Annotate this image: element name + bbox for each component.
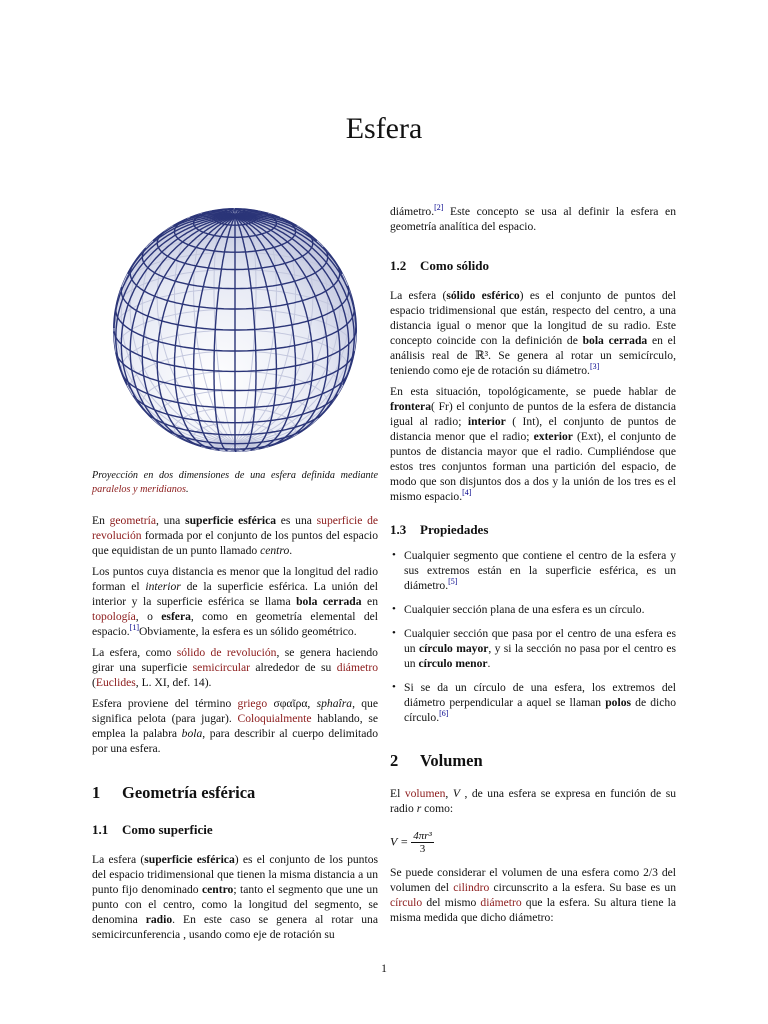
link-euclides[interactable]: Euclides — [95, 676, 136, 689]
propiedades-list — [390, 548, 676, 725]
list-item: • Cualquier sección plana de una esfera es un círculo. — [390, 602, 676, 617]
volumen-paragraph-1: El volumen, V , de una esfera se expresa en función de su radio r como: — [390, 787, 677, 815]
como-superficie-block — [92, 852, 378, 948]
link-volumen[interactable]: volumen — [404, 787, 446, 800]
link-cilindro[interactable]: cilindro — [453, 881, 490, 894]
subsection-heading-como-superficie: 1.1 Como superficie — [92, 822, 213, 837]
intro-paragraph-2: Los puntos cuya distancia es menor que la longitud del radio forman el interior de la superficie esférica. La unión del interior y la superficie esférica se llama bola cerrada en topología, o esfera, como en geometría elemental del espacio.[1]Obviamente, la esfera es un sólido geométrico. — [92, 565, 379, 638]
link-geometria[interactable]: geometría — [109, 514, 156, 527]
sphere-wireframe-image — [92, 180, 378, 465]
como-solido-paragraph-1: La esfera (sólido esférico) es el conjunto de puntos del espacio tridimensional que están, respecto del centro, a una distancia igual o menor que la longitud de su radio. Este concepto coincide con la definición de bola cerrada en el análisis real de ℝ³. Se genera al rotar un semicírculo, teniendo como eje de rotación su diámetro.[3] — [390, 289, 676, 377]
intro-paragraph-4: Esfera proviene del término griego σφαῖρα, sphaîra, que significa pelota (para jugar). Coloquialmente hablando, se emplea la palabra bola, para describir al cuerpo delimitado por una esfera. — [92, 697, 378, 755]
citation-1[interactable]: [1] — [129, 623, 139, 633]
page-title: Esfera — [345, 112, 423, 145]
link-coloquialmente[interactable]: Coloquialmente — [237, 712, 312, 725]
como-solido-block — [390, 288, 676, 510]
citation-3[interactable]: [3] — [589, 362, 600, 372]
figure-caption: Proyección en dos dimensiones de una esfera definida mediante paralelos y meridianos. — [92, 470, 378, 495]
link-superficie-revolucion[interactable]: superficie de revolución — [92, 514, 379, 542]
como-solido-paragraph-2: En esta situación, topológicamente, se puede hablar de frontera( Fr) el conjunto de puntos de la esfera de distancia igual al radio; interior ( Int), el conjunto de puntos de distancia menor que el radio; exterior (Ext), el conjunto de puntos de distancia mayor que el radio. Cumpliéndose que estos tres conjuntos forman una partición del espacio, de modo que son disjuntos dos a dos y la unión de los tres es el mismo espacio.[4] — [390, 385, 677, 503]
section-heading-geometria-esferica: 1 Geometría esférica — [92, 783, 256, 802]
link-topologia[interactable]: topología — [92, 610, 136, 623]
citation-5[interactable]: [5] — [448, 577, 458, 587]
citation-6[interactable]: [6] — [439, 709, 449, 719]
intro-paragraph-1: En geometría, una superficie esférica es una superficie de revolución formada por el conjunto de los puntos del espacio que equidistan de un punto llamado centro. — [92, 514, 379, 557]
list-item: • Cualquier sección que pasa por el centro de una esfera es un círculo mayor, y si la sección no pasa por el centro es un círculo menor. — [390, 626, 676, 671]
list-item: • Cualquier segmento que contiene el centro de la esfera y sus extremos están en la superficie esférica, es un diámetro.[5] — [390, 548, 676, 593]
link-semicircular[interactable]: semicircular — [192, 661, 250, 674]
como-superficie-paragraph: La esfera (superficie esférica) es el conjunto de los puntos del espacio tridimensional que tienen la misma distancia a un punto fijo denominado centro; tanto el segmento que une un punto con el centro, como la longitud del segmento, se denomina radio. En este caso se genera al rotar una semicircunferencia , usando como eje de rotación su — [92, 853, 379, 941]
left-column — [92, 180, 378, 762]
volumen-paragraph-2: Se puede considerar el volumen de una esfera como 2/3 del volumen del cilindro circunscrito a la esfera. Su base es un círculo del mismo diámetro que la esfera. Su altura tiene la misma medida que dicho diámetro: — [390, 866, 676, 924]
intro-paragraph-3: La esfera, como sólido de revolución, se genera haciendo girar una superficie semicircular alrededor de su diámetro (Euclides, L. XI, def. 14). — [92, 646, 378, 689]
link-diametro-2[interactable]: diámetro — [480, 896, 522, 909]
section-heading-volumen: 2 Volumen — [390, 751, 483, 770]
link-paralelos[interactable]: paralelos y meridianos — [92, 484, 186, 495]
link-diametro[interactable]: diámetro — [336, 661, 378, 674]
como-superficie-continued: diámetro.[2] Este concepto se usa al definir la esfera en geometría analítica del espacio. — [390, 203, 676, 233]
propiedades-block — [390, 548, 676, 734]
list-item: • Si se da un círculo de una esfera, los extremos del diámetro perpendicular a aquel se llaman polos de dicho círculo.[6] — [390, 680, 676, 725]
page-number: 1 — [381, 962, 387, 975]
link-griego[interactable]: griego — [237, 697, 268, 710]
volume-formula: V = $\frac{\text{4πr³}}{3}$ — [390, 830, 432, 855]
citation-4[interactable]: [4] — [462, 488, 472, 498]
subsection-heading-como-solido: 1.2 Como sólido — [390, 258, 489, 273]
citation-2[interactable]: [2] — [434, 203, 444, 213]
volumen-block — [390, 786, 676, 931]
right-column — [390, 204, 676, 240]
link-solido-revolucion[interactable]: sólido de revolución — [176, 646, 277, 659]
link-circulo[interactable]: círculo — [390, 896, 423, 909]
subsection-heading-propiedades: 1.3 Propiedades — [390, 522, 489, 537]
sphere-figure — [92, 180, 378, 465]
